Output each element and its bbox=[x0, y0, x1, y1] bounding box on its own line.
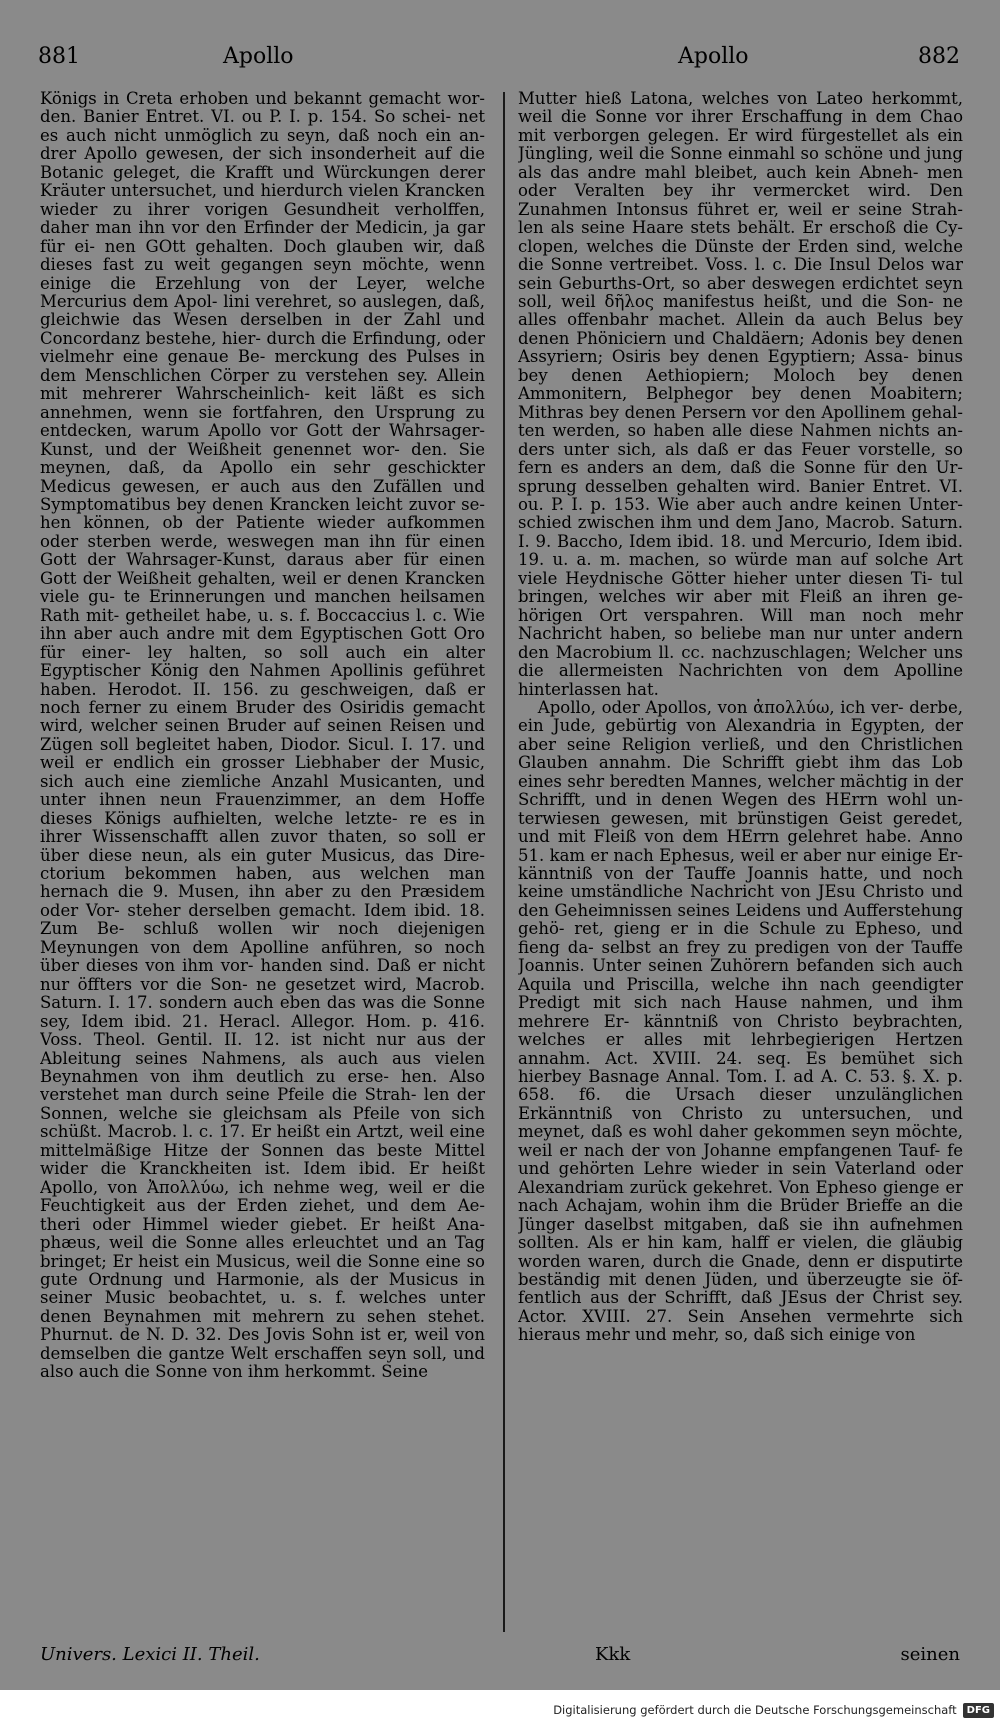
attribution-bar bbox=[553, 1700, 994, 1720]
left-column bbox=[40, 90, 485, 1630]
right-column bbox=[518, 90, 963, 1630]
running-title-left: Apollo bbox=[223, 44, 294, 69]
page-footer bbox=[40, 1644, 960, 1672]
signature-mark: Kkk bbox=[595, 1644, 631, 1665]
right-paragraph-1: Mutter hieß Latona, welches von Lateo herkommt, weil die Sonne vor ihrer Erschaffung in dem Chao mit verborgen gelegen. Er wird fürgestellet als ein Jüngling, weil die Sonne einmahl so schöne und jung als das andre mahl bleibet, auch kein Abneh- men oder Veralten bey ihr vermercket wird. Den Zunahmen Intonsus führet er, weil er seine Strah- len als seine Haare stets behält. Er erschoß die Cy- clopen, welches die Dünste der Erden sind, welche die Sonne vertreibet. Voss. l. c. Die Insul Delos war sein Geburths-Ort, so aber deswegen erdichtet seyn soll, weil δῆλος manifestus heißt, und die Son- ne alles offenbahr machet. Allein da auch Belus bey denen Phöniciern und Chaldäern; Adonis bey denen Assyriern; Osiris bey denen Egyptiern; Assa- binus bey denen Aethiopiern; Moloch bey denen Ammonitern, Belphegor bey denen Moabitern; Mithras bey denen Persern vor den Apollinem gehal- ten werden, so haben alle diese Nahmen nichts an- ders unter sich, als daß er das Feuer vorstelle, so fern es anders an dem, daß die Sonne für den Ur- sprung desselben gehalten wird. Banier Entret. VI. ou. P. I. p. 153. Wie aber auch andre keinen Unter- schied zwischen ihm und dem Jano, Macrob. Saturn. I. 9. Baccho, Idem ibid. 18. und Mercurio, Idem ibid. 19. u. a. m. machen, so würde man auf solche Art viele Heydnische Götter hieher unter diesen Ti- tul bringen, welches wir aber mit Fleiß an ihren ge- hörigen Ort verspahren. Will man noch mehr Nachricht haben, so beliebe man nur unter andern den Macrobium ll. cc. nachzuschlagen; Welcher uns die allermeisten Nachrichten von dem Apolline hinterlassen hat. bbox=[518, 90, 963, 699]
left-paragraph: Königs in Creta erhoben und bekannt gemacht wor- den. Banier Entret. VI. ou P. I. p. 154. So schei- net es auch nicht unmöglich zu seyn, daß noch ein an- drer Apollo gewesen, der sich insonderheit auf die Botanic geleget, die Krafft und Würckungen derer Kräuter untersuchet, und hierdurch vielen Krancken wieder zu ihrer vorigen Gesundheit verholffen, daher man ihn vor den Erfinder der Medicin, ja gar für ei- nen GOtt gehalten. Doch glauben wir, daß dieses fast zu weit gegangen seyn möchte, wenn einige die Erzehlung von der Leyer, welche Mercurius dem Apol- lini verehret, so auslegen, daß, gleichwie das Wesen derselben in der Zahl und Concordanz bestehe, hier- durch die Erfindung, oder vielmehr eine genaue Be- merckung des Pulses in dem Menschlichen Cörper zu verstehen sey. Allein mit mehrerer Wahrscheinlich- keit läßt es sich annehmen, wenn sie fortfahren, den Ursprung zu entdecken, warum Apollo vor Gott der Wahrsager-Kunst, und der Weißheit genennet wor- den. Sie meynen, daß, da Apollo ein sehr geschickter Medicus gewesen, er auch aus den Zufällen und Symptomatibus bey denen Krancken leicht zuvor se- hen können, ob der Patiente wieder aufkommen oder sterben werde, weswegen man ihn für einen Gott der Wahrsager-Kunst, daraus aber für einen Gott der Weißheit gehalten, weil er denen Krancken viele gu- te Erinnerungen und manchen heilsamen Rath mit- getheilet habe, u. s. f. Boccaccius l. c. Wie ihn aber auch andre mit dem Egyptischen Gott Oro für einer- ley halten, so soll auch ein alter Egyptischer König den Nahmen Apollinis geführet haben. Herodot. II. 156. zu geschweigen, daß er noch ferner zu einem Bruder des Osiridis gemacht wird, welcher seinen Bruder auf seinen Reisen und Zügen soll begleitet haben, Diodor. Sicul. I. 17. und weil er endlich ein grosser Liebhaber der Music, sich auch eine ziemliche Anzahl Musicanten, und unter ihnen neun Frauenzimmer, an dem Hoffe dieses Königs aufhielten, welche letzte- re es in ihrer Wissenschafft allen zuvor thaten, so soll er über diese neun, als ein guter Musicus, das Dire- ctorium bekommen haben, aus welchen man hernach die 9. Musen, ihn aber zu den Præsidem oder Vor- steher derselben gemacht. Idem ibid. 18. Zum Be- schluß wollen wir noch diejenigen Meynungen von dem Apolline anführen, so noch über dieses von ihm vor- handen sind. Daß er nicht nur öffters vor die Son- ne gesetzet wird, Macrob. Saturn. I. 17. sondern auch eben das was die Sonne sey, Idem ibid. 21. Heracl. Allegor. Hom. p. 416. Voss. Theol. Gentil. II. 12. ist nicht nur aus der Ableitung seines Nahmens, als auch aus vielen Beynahmen von ihm deutlich zu erse- hen. Also verstehet man durch seine Pfeile die Strah- len der Sonnen, welche sie gleichsam als Pfeile von sich schüßt. Macrob. l. c. 17. Er heißt ein Artzt, weil eine mittelmäßige Hitze der Sonnen das beste Mittel wider die Kranckheiten ist. Idem ibid. Er heißt Apollo, von Ἀπολλύω, ich nehme weg, weil er die Feuchtigkeit aus der Erden ziehet, und dem Ae- theri oder Himmel wieder giebet. Er heißt Ana- phæus, weil die Sonne alles erleuchtet und an Tag bringet; Er heist ein Musicus, weil die Sonne eine so gute Ordnung und Harmonie, als der Musicus in seiner Music beobachtet, u. s. f. welches unter denen Beynahmen mit mehrern zu sehen stehet. Phurnut. de N. D. 32. Des Jovis Sohn ist er, weil von demselben die gantze Welt erschaffen seyn soll, und also auch die Sonne von ihm herkommt. Seine bbox=[40, 90, 485, 1382]
signature-left: Univers. Lexici II. Theil. bbox=[40, 1644, 260, 1665]
column-divider bbox=[503, 92, 505, 1632]
page-number-left: 881 bbox=[38, 44, 80, 69]
catchword: seinen bbox=[900, 1644, 960, 1665]
page-header bbox=[38, 44, 960, 78]
page-number-right: 882 bbox=[918, 44, 960, 69]
running-title-right: Apollo bbox=[678, 44, 749, 69]
dfg-logo-icon: DFG bbox=[963, 1703, 994, 1718]
right-paragraph-2: Apollo, oder Apollos, von ἀπολλύω, ich ver- derbe, ein Jude, gebürtig von Alexandria in Egypten, der aber seine Religion verließ, und den Christlichen Glauben annahm. Die Schrifft giebt ihm das Lob eines sehr beredten Mannes, welcher mächtig in der Schrifft, und in denen Wegen des HErrn wohl un- terwiesen gewesen, mit brünstigen Geist geredet, und mit Fleiß von dem HErrn gelehret habe. Anno 51. kam er nach Ephesus, weil er aber nur einige Er- känntniß von der Tauffe Joannis hatte, und noch keine umständliche Nachricht von JEsu Christo und den Geheimnissen seines Leidens und Aufferstehung gehö- ret, gieng er in die Schule zu Epheso, und fieng da- selbst an frey zu predigen von der Tauffe Joannis. Unter seinen Zuhörern befanden sich auch Aquila und Priscilla, welche ihn nach geendigter Predigt mit sich nach Hause nahmen, und ihm mehrere Er- känntniß von Christo beybrachten, welches er alles mit lehrbegierigen Hertzen annahm. Act. XVIII. 24. seq. Es bemühet sich hierbey Basnage Annal. Tom. I. ad A. C. 53. §. X. p. 658. f6. die Ursach dieser unzulänglichen Erkänntniß von Christo zu untersuchen, und meynet, daß es wohl daher gekommen seyn möchte, weil er nach der von Johanne empfangenen Tauf- fe und gehörten Lehre wieder in sein Vaterland oder Alexandriam zurück gekehret. Von Epheso gienge er nach Achajam, wohin ihm die Brüder Brieffe an die Jünger daselbst mitgaben, daß sie ihn aufnehmen sollten. Als er hin kam, halff er vielen, die gläubig worden waren, durch die Gnade, denn er disputirte beständig mit denen Jüden, und überzeugte sie öf- fentlich aus der Schrifft, daß JEsus der Christ sey. Actor. XVIII. 27. Sein Ansehen vermehrte sich hieraus mehr und mehr, so, daß sich einige von bbox=[518, 697, 963, 1345]
attribution-text: Digitalisierung gefördert durch die Deutsche Forschungsgemeinschaft bbox=[553, 1703, 957, 1717]
